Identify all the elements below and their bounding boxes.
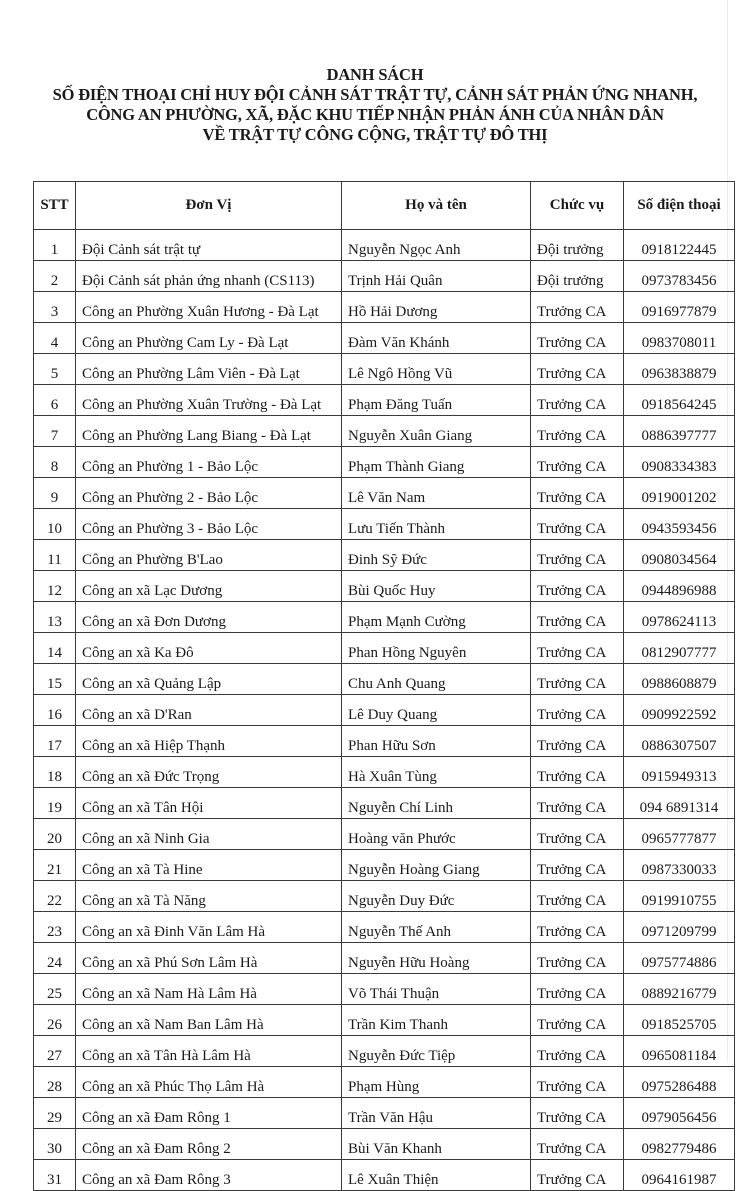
cell-name: Lưu Tiến Thành [342, 509, 531, 540]
table-row [34, 726, 735, 757]
table-row [34, 850, 735, 881]
cell-role: Đội trưởng [531, 261, 624, 292]
cell-stt: 13 [34, 602, 76, 633]
table-header-row [34, 182, 735, 230]
header-phone: Số điện thoại [624, 182, 735, 230]
cell-unit: Công an Phường 1 - Bảo Lộc [76, 447, 342, 478]
cell-phone: 0943593456 [624, 509, 735, 540]
cell-unit: Công an xã Hiệp Thạnh [76, 726, 342, 757]
table-row [34, 261, 735, 292]
contacts-table [33, 181, 735, 1191]
cell-name: Lê Duy Quang [342, 695, 531, 726]
cell-role: Trưởng CA [531, 1067, 624, 1098]
cell-phone: 0918564245 [624, 385, 735, 416]
cell-role: Trưởng CA [531, 1160, 624, 1191]
cell-role: Trưởng CA [531, 1005, 624, 1036]
cell-name: Lê Ngô Hồng Vũ [342, 354, 531, 385]
cell-stt: 28 [34, 1067, 76, 1098]
cell-role: Trưởng CA [531, 354, 624, 385]
cell-name: Võ Thái Thuận [342, 974, 531, 1005]
cell-phone: 0975774886 [624, 943, 735, 974]
table-row [34, 540, 735, 571]
cell-phone: 0965081184 [624, 1036, 735, 1067]
title-line-2: SỐ ĐIỆN THOẠI CHỈ HUY ĐỘI CẢNH SÁT TRẬT TỰ, CẢNH SÁT PHẢN ỨNG NHANH, [52, 85, 698, 104]
title-line-4: VỀ TRẬT TỰ CÔNG CỘNG, TRẬT TỰ ĐÔ THỊ [202, 125, 548, 144]
cell-unit: Công an Phường Lang Biang - Đà Lạt [76, 416, 342, 447]
cell-role: Trưởng CA [531, 819, 624, 850]
table-row [34, 292, 735, 323]
cell-name: Chu Anh Quang [342, 664, 531, 695]
table-row [34, 385, 735, 416]
cell-unit: Công an Phường B'Lao [76, 540, 342, 571]
cell-phone: 0889216779 [624, 974, 735, 1005]
cell-name: Nguyễn Thế Anh [342, 912, 531, 943]
cell-unit: Công an xã Tà Năng [76, 881, 342, 912]
cell-phone: 0919001202 [624, 478, 735, 509]
cell-phone: 0963838879 [624, 354, 735, 385]
cell-role: Trưởng CA [531, 323, 624, 354]
table-row [34, 416, 735, 447]
cell-role: Trưởng CA [531, 695, 624, 726]
cell-phone: 0965777877 [624, 819, 735, 850]
cell-role: Trưởng CA [531, 540, 624, 571]
cell-unit: Công an xã Quảng Lập [76, 664, 342, 695]
cell-role: Trưởng CA [531, 478, 624, 509]
cell-stt: 5 [34, 354, 76, 385]
cell-stt: 16 [34, 695, 76, 726]
cell-stt: 1 [34, 230, 76, 261]
cell-role: Trưởng CA [531, 292, 624, 323]
cell-name: Lê Xuân Thiện [342, 1160, 531, 1191]
cell-role: Đội trưởng [531, 230, 624, 261]
table-row [34, 943, 735, 974]
cell-name: Bùi Quốc Huy [342, 571, 531, 602]
cell-role: Trưởng CA [531, 1129, 624, 1160]
cell-stt: 24 [34, 943, 76, 974]
cell-name: Phạm Hùng [342, 1067, 531, 1098]
cell-name: Nguyễn Hoàng Giang [342, 850, 531, 881]
table-row [34, 912, 735, 943]
table-row [34, 664, 735, 695]
cell-name: Nguyễn Ngọc Anh [342, 230, 531, 261]
cell-role: Trưởng CA [531, 788, 624, 819]
table-row [34, 1067, 735, 1098]
cell-phone: 0964161987 [624, 1160, 735, 1191]
cell-stt: 26 [34, 1005, 76, 1036]
cell-role: Trưởng CA [531, 912, 624, 943]
cell-unit: Công an xã Tân Hội [76, 788, 342, 819]
cell-phone: 0812907777 [624, 633, 735, 664]
cell-name: Lê Văn Nam [342, 478, 531, 509]
cell-name: Phan Hồng Nguyên [342, 633, 531, 664]
cell-unit: Công an xã Tà Hine [76, 850, 342, 881]
cell-name: Trần Văn Hậu [342, 1098, 531, 1129]
cell-unit: Công an xã Đức Trọng [76, 757, 342, 788]
cell-unit: Công an Phường 2 - Bảo Lộc [76, 478, 342, 509]
cell-unit: Công an xã Đinh Văn Lâm Hà [76, 912, 342, 943]
cell-role: Trưởng CA [531, 664, 624, 695]
cell-phone: 0978624113 [624, 602, 735, 633]
table-row [34, 354, 735, 385]
cell-stt: 17 [34, 726, 76, 757]
cell-name: Nguyễn Duy Đức [342, 881, 531, 912]
cell-stt: 12 [34, 571, 76, 602]
cell-stt: 15 [34, 664, 76, 695]
cell-role: Trưởng CA [531, 416, 624, 447]
table-row [34, 974, 735, 1005]
cell-stt: 29 [34, 1098, 76, 1129]
cell-role: Trưởng CA [531, 633, 624, 664]
cell-name: Đinh Sỹ Đức [342, 540, 531, 571]
cell-stt: 31 [34, 1160, 76, 1191]
cell-phone: 0918525705 [624, 1005, 735, 1036]
cell-unit: Công an xã Phú Sơn Lâm Hà [76, 943, 342, 974]
cell-role: Trưởng CA [531, 726, 624, 757]
cell-name: Trần Kim Thanh [342, 1005, 531, 1036]
cell-name: Trịnh Hải Quân [342, 261, 531, 292]
cell-stt: 8 [34, 447, 76, 478]
cell-stt: 4 [34, 323, 76, 354]
cell-unit: Công an Phường 3 - Bảo Lộc [76, 509, 342, 540]
cell-unit: Công an Phường Xuân Hương - Đà Lạt [76, 292, 342, 323]
cell-name: Phạm Đăng Tuấn [342, 385, 531, 416]
cell-name: Đàm Văn Khánh [342, 323, 531, 354]
table-body [34, 230, 735, 1191]
cell-name: Nguyễn Chí Linh [342, 788, 531, 819]
cell-name: Nguyễn Hữu Hoàng [342, 943, 531, 974]
table-row [34, 788, 735, 819]
cell-phone: 0918122445 [624, 230, 735, 261]
cell-phone: 0987330033 [624, 850, 735, 881]
table-row [34, 633, 735, 664]
cell-phone: 0908334383 [624, 447, 735, 478]
cell-role: Trưởng CA [531, 757, 624, 788]
table-row [34, 323, 735, 354]
cell-stt: 21 [34, 850, 76, 881]
title-line-1: DANH SÁCH [326, 65, 424, 84]
cell-unit: Công an xã Đam Rông 1 [76, 1098, 342, 1129]
cell-stt: 25 [34, 974, 76, 1005]
cell-role: Trưởng CA [531, 881, 624, 912]
cell-phone: 0973783456 [624, 261, 735, 292]
cell-unit: Công an xã D'Ran [76, 695, 342, 726]
table-row [34, 571, 735, 602]
cell-unit: Công an xã Nam Ban Lâm Hà [76, 1005, 342, 1036]
cell-name: Hồ Hải Dương [342, 292, 531, 323]
cell-stt: 30 [34, 1129, 76, 1160]
cell-phone: 0979056456 [624, 1098, 735, 1129]
cell-stt: 2 [34, 261, 76, 292]
cell-role: Trưởng CA [531, 943, 624, 974]
header-stt: STT [34, 182, 76, 230]
cell-unit: Công an xã Ninh Gia [76, 819, 342, 850]
cell-stt: 18 [34, 757, 76, 788]
cell-name: Hoàng văn Phước [342, 819, 531, 850]
cell-stt: 3 [34, 292, 76, 323]
cell-unit: Công an xã Lạc Dương [76, 571, 342, 602]
table-row [34, 478, 735, 509]
cell-unit: Công an xã Đam Rông 2 [76, 1129, 342, 1160]
cell-phone: 0915949313 [624, 757, 735, 788]
cell-phone: 0916977879 [624, 292, 735, 323]
cell-unit: Công an xã Đam Rông 3 [76, 1160, 342, 1191]
cell-stt: 27 [34, 1036, 76, 1067]
cell-stt: 6 [34, 385, 76, 416]
table-row [34, 509, 735, 540]
table-row [34, 602, 735, 633]
cell-unit: Công an xã Nam Hà Lâm Hà [76, 974, 342, 1005]
cell-phone: 0886397777 [624, 416, 735, 447]
cell-phone: 0971209799 [624, 912, 735, 943]
cell-name: Phan Hữu Sơn [342, 726, 531, 757]
table-row [34, 695, 735, 726]
cell-phone: 0988608879 [624, 664, 735, 695]
cell-unit: Công an Phường Cam Ly - Đà Lạt [76, 323, 342, 354]
cell-role: Trưởng CA [531, 850, 624, 881]
cell-phone: 0886307507 [624, 726, 735, 757]
table-row [34, 819, 735, 850]
cell-phone: 094 6891314 [624, 788, 735, 819]
cell-phone: 0983708011 [624, 323, 735, 354]
cell-name: Phạm Thành Giang [342, 447, 531, 478]
cell-stt: 23 [34, 912, 76, 943]
document-title [0, 65, 750, 145]
cell-unit: Đội Cảnh sát phản ứng nhanh (CS113) [76, 261, 342, 292]
cell-phone: 0975286488 [624, 1067, 735, 1098]
cell-name: Hà Xuân Tùng [342, 757, 531, 788]
cell-phone: 0944896988 [624, 571, 735, 602]
cell-role: Trưởng CA [531, 1036, 624, 1067]
table-row [34, 881, 735, 912]
title-line-3: CÔNG AN PHƯỜNG, XÃ, ĐẶC KHU TIẾP NHẬN PHẢN ÁNH CỦA NHÂN DÂN [86, 105, 664, 124]
cell-role: Trưởng CA [531, 509, 624, 540]
cell-phone: 0919910755 [624, 881, 735, 912]
table-row [34, 1129, 735, 1160]
cell-unit: Đội Cảnh sát trật tự [76, 230, 342, 261]
cell-role: Trưởng CA [531, 385, 624, 416]
cell-role: Trưởng CA [531, 1098, 624, 1129]
cell-phone: 0909922592 [624, 695, 735, 726]
cell-unit: Công an xã Phúc Thọ Lâm Hà [76, 1067, 342, 1098]
table-row [34, 1005, 735, 1036]
header-unit: Đơn Vị [76, 182, 342, 230]
header-name: Họ và tên [342, 182, 531, 230]
cell-stt: 11 [34, 540, 76, 571]
cell-stt: 19 [34, 788, 76, 819]
cell-name: Phạm Mạnh Cường [342, 602, 531, 633]
cell-name: Nguyễn Xuân Giang [342, 416, 531, 447]
cell-name: Bùi Văn Khanh [342, 1129, 531, 1160]
cell-stt: 14 [34, 633, 76, 664]
cell-role: Trưởng CA [531, 571, 624, 602]
table-row [34, 447, 735, 478]
cell-role: Trưởng CA [531, 602, 624, 633]
cell-stt: 10 [34, 509, 76, 540]
table-row [34, 1098, 735, 1129]
cell-unit: Công an xã Tân Hà Lâm Hà [76, 1036, 342, 1067]
cell-role: Trưởng CA [531, 974, 624, 1005]
cell-stt: 7 [34, 416, 76, 447]
cell-unit: Công an xã Ka Đô [76, 633, 342, 664]
cell-unit: Công an Phường Lâm Viên - Đà Lạt [76, 354, 342, 385]
header-role: Chức vụ [531, 182, 624, 230]
table-row [34, 1160, 735, 1191]
table-row [34, 757, 735, 788]
cell-role: Trưởng CA [531, 447, 624, 478]
cell-stt: 9 [34, 478, 76, 509]
cell-stt: 20 [34, 819, 76, 850]
cell-name: Nguyễn Đức Tiệp [342, 1036, 531, 1067]
cell-unit: Công an Phường Xuân Trường - Đà Lạt [76, 385, 342, 416]
cell-phone: 0982779486 [624, 1129, 735, 1160]
table-row [34, 230, 735, 261]
cell-phone: 0908034564 [624, 540, 735, 571]
cell-unit: Công an xã Đơn Dương [76, 602, 342, 633]
cell-stt: 22 [34, 881, 76, 912]
